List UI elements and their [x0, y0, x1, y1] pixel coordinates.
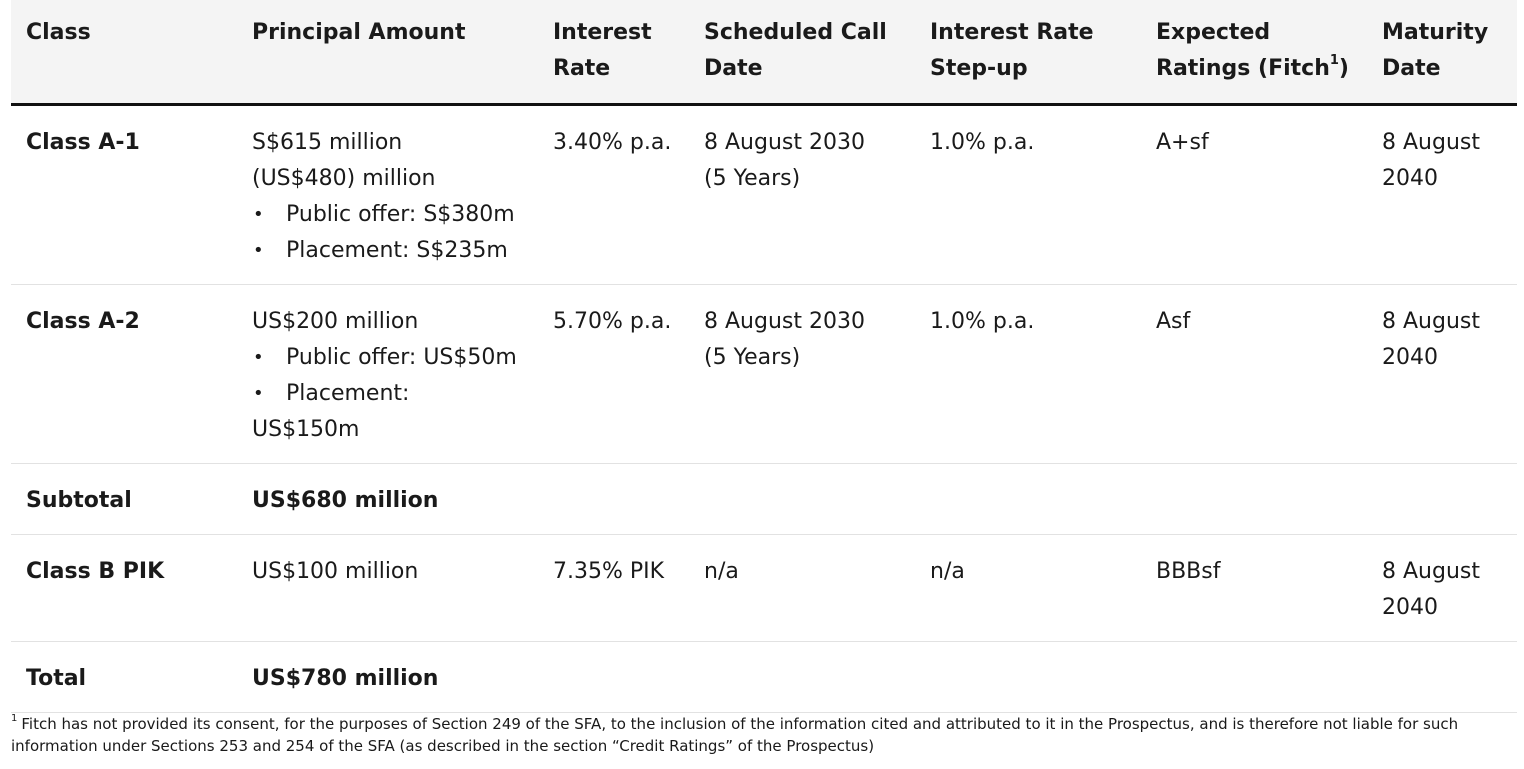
footnote-reference: 1	[1329, 52, 1339, 68]
cell-step-up	[915, 464, 1141, 535]
header-expected-ratings-text: Expected Ratings (Fitch	[1156, 20, 1330, 81]
cell-call-date	[689, 285, 915, 464]
call-date-value: 8 August 2030	[704, 309, 865, 334]
cell-principal	[237, 105, 538, 285]
cell-interest-rate	[538, 642, 689, 713]
table-row-class-a1	[11, 105, 1517, 285]
header-scheduled-call-date: Scheduled Call Date	[689, 0, 915, 105]
cell-call-date	[689, 464, 915, 535]
cell-class: Total	[11, 642, 237, 713]
cell-rating	[1141, 642, 1367, 713]
header-principal-amount: Principal Amount	[237, 0, 538, 105]
cell-interest-rate: 5.70% p.a.	[538, 285, 689, 464]
cell-maturity: 8 August 2040	[1367, 535, 1517, 642]
cell-step-up: n/a	[915, 535, 1141, 642]
cell-maturity	[1367, 642, 1517, 713]
bullet-item: • Public offer: US$50m	[252, 340, 528, 376]
footnote	[11, 713, 1511, 757]
cell-interest-rate: 3.40% p.a.	[538, 105, 689, 285]
table-row-total	[11, 642, 1517, 713]
cell-principal	[237, 285, 538, 464]
tranche-table	[11, 0, 1517, 713]
call-date-years: (5 Years)	[704, 345, 801, 370]
header-interest-rate: Interest Rate	[538, 0, 689, 105]
tranche-table-container	[11, 0, 1517, 713]
header-interest-rate-step-up: Interest Rate Step-up	[915, 0, 1141, 105]
principal-line: (US$480) million	[252, 166, 436, 191]
call-date-years: (5 Years)	[704, 166, 801, 191]
cell-principal: US$780 million	[237, 642, 538, 713]
principal-line: US$200 million	[252, 309, 419, 334]
table-body	[11, 105, 1517, 713]
cell-principal: US$100 million	[237, 535, 538, 642]
header-expected-ratings	[1141, 0, 1367, 105]
cell-call-date: n/a	[689, 535, 915, 642]
cell-interest-rate	[538, 464, 689, 535]
cell-rating	[1141, 464, 1367, 535]
footnote-text: Fitch has not provided its consent, for the purposes of Section 249 of the SFA, to the inclusion of the information cited and attributed to it in the Prospectus, and is therefore not liable for such information under Sections 253 and 254 of the SFA (as described in the section “Credit Ratings” of the Prospectus)	[11, 715, 1459, 755]
cell-call-date	[689, 642, 915, 713]
table-row-subtotal	[11, 464, 1517, 535]
header-expected-ratings-close: )	[1338, 56, 1349, 81]
cell-rating: BBBsf	[1141, 535, 1367, 642]
table-row-class-b-pik	[11, 535, 1517, 642]
call-date-value: 8 August 2030	[704, 130, 865, 155]
cell-class: Class A-1	[11, 105, 237, 285]
footnote-marker: 1	[11, 713, 18, 724]
header-row	[11, 0, 1517, 105]
cell-rating: Asf	[1141, 285, 1367, 464]
cell-step-up	[915, 642, 1141, 713]
bullet-continuation: US$150m	[252, 417, 360, 442]
cell-class: Subtotal	[11, 464, 237, 535]
cell-maturity: 8 August 2040	[1367, 285, 1517, 464]
bullet-item: • Public offer: S$380m	[252, 197, 528, 233]
cell-maturity: 8 August 2040	[1367, 105, 1517, 285]
cell-class: Class B PIK	[11, 535, 237, 642]
cell-interest-rate: 7.35% PIK	[538, 535, 689, 642]
cell-maturity	[1367, 464, 1517, 535]
cell-step-up: 1.0% p.a.	[915, 105, 1141, 285]
principal-line: S$615 million	[252, 130, 403, 155]
table-header	[11, 0, 1517, 105]
cell-rating: A+sf	[1141, 105, 1367, 285]
table-row-class-a2	[11, 285, 1517, 464]
cell-class: Class A-2	[11, 285, 237, 464]
cell-call-date	[689, 105, 915, 285]
bullet-item: • Placement: S$235m	[252, 233, 528, 269]
header-maturity-date: Maturity Date	[1367, 0, 1517, 105]
cell-principal: US$680 million	[237, 464, 538, 535]
bullet-item: • Placement:	[252, 376, 528, 412]
header-class: Class	[11, 0, 237, 105]
cell-step-up: 1.0% p.a.	[915, 285, 1141, 464]
